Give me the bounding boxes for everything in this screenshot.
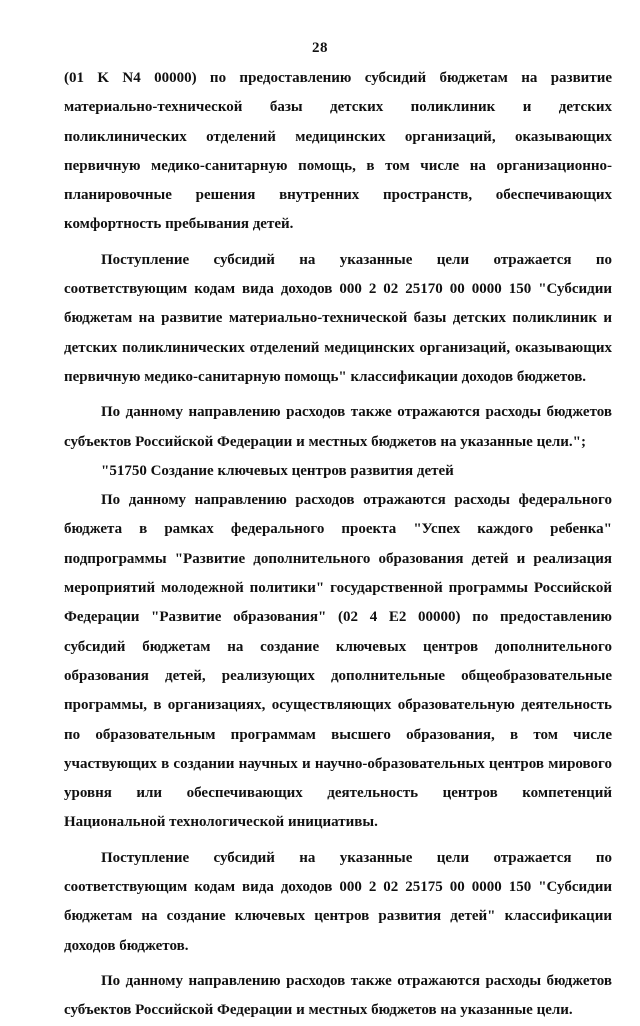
paragraph-regional-expenses: По данному направлению расходов также отражаются расходы бюджетов субъектов Российской Федерации и местных бюджетов на указанные цели."; [64,404,612,450]
paragraph-income-codes-25175: Поступление субсидий на указанные цели отражается по соответствующим кодам вида доходов 000 2 02 25175 00 0000 150 "Субсидии бюджетам на создание ключевых центров развития детей" классификации доходов бюджетов. [64,849,612,954]
paragraph-federal-expenses: По данному направлению расходов отражаются расходы федерального бюджета в рамках федерального проекта "Успех каждого ребенка" подпрограммы "Развитие дополнительного образования детей и реализация мероприятий молодежной политики" государственной программы Российской Федерации "Развитие образования" (02 4 E2 00000) по предоставлению субсидий бюджетам на создание ключевых центров дополнительного образования детей, реализующих дополнительные общеобразовательные программы, в организациях, осуществляющих образовательную деятельность по образовательным программам высшего образования, в том числе участвующих в создании научных и научно-образовательных центров мирового уровня или обеспечивающих деятельность центров компетенций Национальной технологической инициативы. [64,492,612,831]
section-heading-51750: "51750 Создание ключевых центров развития детей [101,462,454,479]
paragraph-continuation: (01 K N4 00000) по предоставлению субсидий бюджетам на развитие материально-технической базы детских поликлиник и детских поликлинических отделений медицинских организаций, оказывающих первичную медико-санитарную помощь, в том числе на организационно-планировочные решения внутренних пространств, обеспечивающих комфортность пребывания детей. [64,70,612,233]
page-number: 28 [312,40,328,56]
paragraph-income-codes-25170: Поступление субсидий на указанные цели отражается по соответствующим кодам вида доходов 000 2 02 25170 00 0000 150 "Субсидии бюджетам на развитие материально-технической базы детских поликлиник и детских поликлинических отделений медицинских организаций, оказывающих первичную медико-санитарную помощь" классификации доходов бюджетов. [64,251,612,385]
document-body [64,64,612,1026]
paragraph-regional-expenses-final: По данному направлению расходов также отражаются расходы бюджетов субъектов Российской Федерации и местных бюджетов на указанные цели. [64,972,612,1019]
